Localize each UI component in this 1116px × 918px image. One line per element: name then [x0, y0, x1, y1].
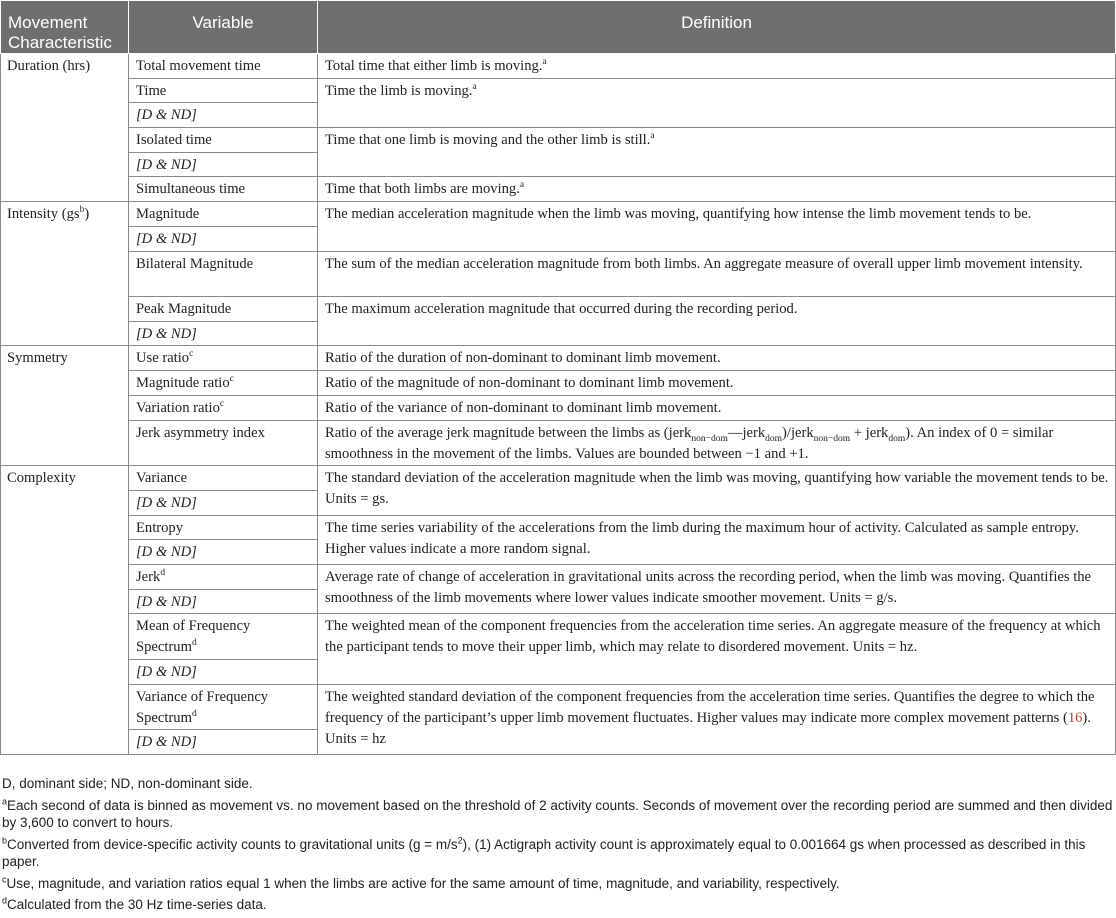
table-row	[1, 395, 1116, 420]
definition-cell: The maximum acceleration magnitude that occurred during the recording period.	[318, 297, 1116, 346]
table-row	[1, 128, 1116, 153]
variable-cell: Time	[129, 78, 318, 103]
dnd-cell: [D & ND]	[129, 490, 318, 515]
group-intensity: Intensity $(gs^b)$	[1, 202, 129, 346]
header-definition: Definition	[318, 1, 1116, 54]
footnote-abbreviations: D, dominant side; ND, non-dominant side.	[2, 776, 253, 791]
variable-cell: Entropy	[129, 515, 318, 540]
variable-cell: Peak Magnitude	[129, 297, 318, 322]
table-row	[1, 371, 1116, 396]
definition-cell: Total time that either limb is moving.$^a$	[318, 54, 1116, 79]
definition-cell: Ratio of the average jerk magnitude between the limbs as (jerk$_{non-dom}$—jerk$_{dom}$)/jerk$_{non-dom}$ + jerk$_{dom}$). An index of 0 = similar smoothness in the movement of the limbs. Values are bounded between −1 and +1.	[318, 420, 1116, 466]
variable-cell: Simultaneous time	[129, 177, 318, 202]
dnd-cell: [D & ND]	[129, 321, 318, 346]
definition-cell: The weighted standard deviation of the component frequencies from the acceleration time series. Quantifies the degree to which the frequency of the participant’s upper limb movement fluctuates. Higher values may indicate more complex movement patterns (16). Units = hz	[318, 684, 1116, 754]
definition-cell: The sum of the median acceleration magnitude from both limbs. An aggregate measure of overall upper limb movement intensity.	[318, 251, 1116, 297]
variable-cell: Variation ratio$^c$	[129, 395, 318, 420]
footnote-d: $^d$Calculated from the 30 Hz time-series data.	[2, 895, 267, 912]
table-row	[1, 297, 1116, 322]
header-row	[1, 1, 1116, 54]
definition-cell: Time that one limb is moving and the other limb is still.$^a$	[318, 128, 1116, 177]
variable-cell: Variance of Frequency Spectrum$^d$	[129, 684, 318, 730]
definition-cell: Average rate of change of acceleration in gravitational units across the recording period, when the limb was moving. Quantifies the smoothness of the limb movements where lower values indicate smoother movement. Units = g/s.	[318, 564, 1116, 613]
variable-cell: Magnitude	[129, 202, 318, 227]
variable-cell: Jerk asymmetry index	[129, 420, 318, 466]
definition-cell: Ratio of the variance of non-dominant to dominant limb movement.	[318, 395, 1116, 420]
dnd-cell: [D & ND]	[129, 226, 318, 251]
dnd-cell: [D & ND]	[129, 540, 318, 565]
table-footnotes	[2, 775, 1116, 918]
table-row	[1, 54, 1116, 79]
table-row	[1, 420, 1116, 466]
variable-cell: Jerk$^d$	[129, 564, 318, 589]
header-characteristic: Movement Characteristic	[1, 1, 129, 54]
variable-cell: Bilateral Magnitude	[129, 251, 318, 297]
group-duration: Duration (hrs)	[1, 54, 129, 202]
table-row	[1, 684, 1116, 730]
footnote-c: $^c$Use, magnitude, and variation ratios equal 1 when the limbs are active for the same amount of time, magnitude, and variability, respectively.	[2, 874, 840, 891]
table-row	[1, 564, 1116, 589]
variable-cell: Variance	[129, 466, 318, 491]
definition-cell: Time the limb is moving.$^a$	[318, 78, 1116, 127]
definition-cell: The weighted mean of the component frequencies from the acceleration time series. An aggregate measure of the frequency at which the participant tends to move their upper limb, which may relate to disordered movement. Units = hz.	[318, 614, 1116, 684]
footnote-b: $^b$Converted from device-specific activity counts to gravitational units $(g = m/s^2)$, (1) Actigraph activity count is approximately equal to 0.001664 gs when processed as described in this paper.	[2, 835, 1086, 869]
reference-link[interactable]: 16	[1067, 709, 1083, 726]
variable-cell: Mean of Frequency Spectrum$^d$	[129, 614, 318, 660]
dnd-cell: [D & ND]	[129, 589, 318, 614]
definition-cell: The time series variability of the accelerations from the limb during the maximum hour of activity. Calculated as sample entropy. Higher values indicate a more random signal.	[318, 515, 1116, 564]
definition-cell: The median acceleration magnitude when the limb was moving, quantifying how intense the limb movement tends to be.	[318, 202, 1116, 251]
table-row	[1, 177, 1116, 202]
table-row	[1, 78, 1116, 103]
dnd-cell: [D & ND]	[129, 659, 318, 684]
variable-cell: Magnitude ratio$^c$	[129, 371, 318, 396]
variable-cell: Total movement time	[129, 54, 318, 79]
definition-cell: Ratio of the magnitude of non-dominant to dominant limb movement.	[318, 371, 1116, 396]
table-row	[1, 614, 1116, 660]
variable-cell: Use ratio$^c$	[129, 346, 318, 371]
definition-cell: The standard deviation of the acceleration magnitude when the limb was moving, quantifying how variable the movement tends to be. Units = gs.	[318, 466, 1116, 515]
dnd-cell: [D & ND]	[129, 103, 318, 128]
group-complexity: Complexity	[1, 466, 129, 755]
group-symmetry: Symmetry	[1, 346, 129, 466]
table-row	[1, 346, 1116, 371]
definition-cell: Time that both limbs are moving.$^a$	[318, 177, 1116, 202]
dnd-cell: [D & ND]	[129, 152, 318, 177]
header-variable: Variable	[129, 1, 318, 54]
footnote-a: $^a$Each second of data is binned as movement vs. no movement based on the threshold of 2 activity counts. Seconds of movement over the recording period are summed and then divided by 3,600 to convert to hours.	[2, 796, 1113, 830]
table-row	[1, 251, 1116, 297]
table-row	[1, 202, 1116, 227]
table-row	[1, 466, 1116, 491]
definition-cell: Ratio of the duration of non-dominant to dominant limb movement.	[318, 346, 1116, 371]
dnd-cell: [D & ND]	[129, 730, 318, 755]
table-row	[1, 515, 1116, 540]
variable-cell: Isolated time	[129, 128, 318, 153]
